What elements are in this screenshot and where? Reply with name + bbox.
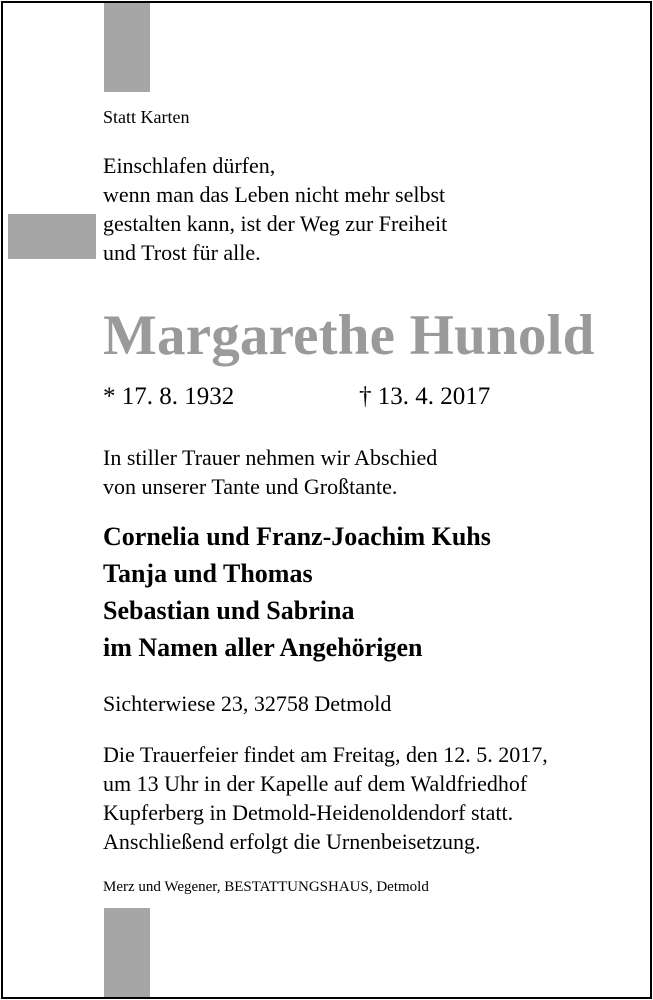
family-names — [103, 518, 491, 629]
birth-date: * 17. 8. 1932 — [103, 383, 235, 410]
deceased-name: Margarethe Hunold — [103, 304, 595, 367]
decorative-gray-bar-left — [8, 214, 96, 259]
poem-line: wenn man das Leben nicht mehr selbst — [103, 182, 446, 207]
poem-line: gestalten kann, ist der Weg zur Freiheit — [103, 211, 448, 236]
poem — [103, 151, 447, 267]
mourning-text — [103, 443, 437, 501]
family-line: Cornelia und Franz-Joachim Kuhs — [103, 522, 491, 551]
service-details — [103, 740, 548, 856]
family-line: Sebastian und Sabrina — [103, 596, 355, 625]
poem-line: und Trost für alle. — [103, 240, 261, 265]
decorative-gray-bar-top — [104, 3, 150, 92]
address: Sichterwiese 23, 32758 Detmold — [103, 691, 392, 716]
service-line: um 13 Uhr in der Kapelle auf dem Waldfriedhof — [103, 771, 528, 796]
mourning-line: In stiller Trauer nehmen wir Abschied — [103, 445, 438, 470]
decorative-gray-bar-bottom — [104, 908, 150, 997]
mourning-line: von unserer Tante und Großtante. — [103, 474, 398, 499]
on-behalf-line: im Namen aller Angehörigen — [103, 633, 423, 662]
family-line: Tanja und Thomas — [103, 559, 313, 588]
header-statt-karten: Statt Karten — [103, 107, 190, 127]
death-date: † 13. 4. 2017 — [359, 383, 491, 410]
poem-line: Einschlafen dürfen, — [103, 153, 276, 178]
service-line: Anschließend erfolgt die Urnenbeisetzung. — [103, 829, 481, 854]
service-line: Die Trauerfeier findet am Freitag, den 12. 5. 2017, — [103, 742, 548, 767]
service-line: Kupferberg in Detmold-Heidenoldendorf statt. — [103, 800, 514, 825]
funeral-home-footer: Merz und Wegener, BESTATTUNGSHAUS, Detmold — [103, 879, 429, 895]
obituary-frame — [1, 1, 652, 999]
